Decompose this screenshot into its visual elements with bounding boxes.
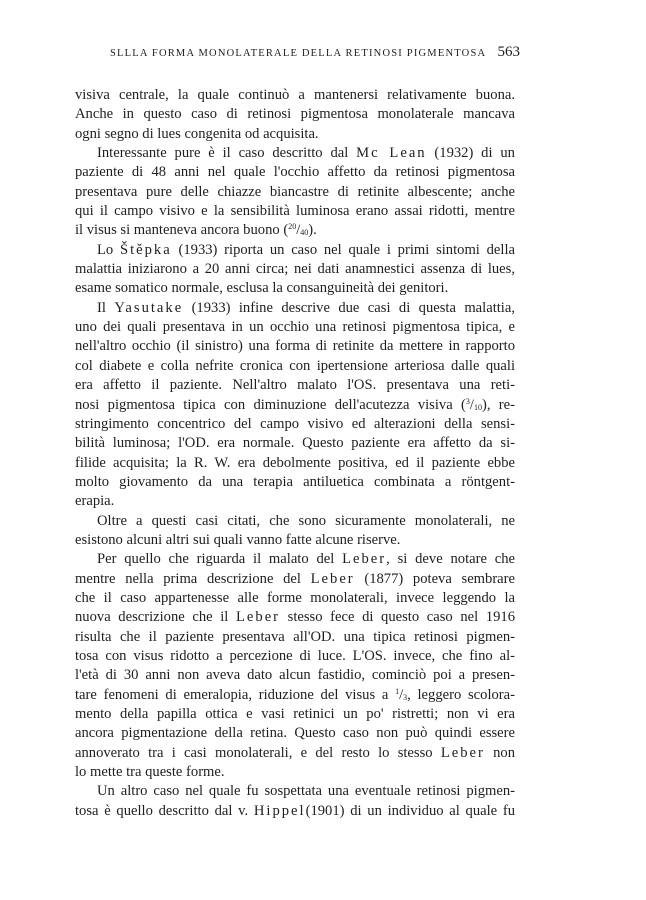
text-run: (1933) infine descrive due casi di questa malattia, xyxy=(183,299,515,316)
text-run: (1932) di un xyxy=(426,145,515,162)
text-line xyxy=(75,608,515,627)
text-line: erapia. xyxy=(75,493,115,510)
text-run: non xyxy=(484,744,515,761)
fraction-denominator: 40 xyxy=(300,228,309,238)
text-run: stesso fece di questo caso nel 1916 xyxy=(280,609,515,626)
text-line: Oltre a questi casi citati, che sono sicuramente monolaterali, ne xyxy=(97,512,515,529)
text-run: (1933) riporta un caso nel quale i primi sintomi della xyxy=(171,241,515,258)
text-line: tosa con visus ridotto a percezione di luce. L'OS. invece, che fino al- xyxy=(75,647,515,664)
text-run: Lo xyxy=(97,241,120,258)
text-run: tare fenomeni di emeralopia, riduzione del visus a xyxy=(75,686,396,703)
fraction-denominator: 3 xyxy=(403,692,408,702)
text-line xyxy=(75,802,515,821)
text-run: nosi pigmentosa tipica con diminuzione dell'acutezza visiva ( xyxy=(75,396,466,413)
text-run: , leggero scolora- xyxy=(407,686,515,703)
text-run: Interessante pure è il caso descritto dal xyxy=(97,145,357,162)
text-line: bilità luminosa; l'OD. era normale. Questo paziente era affetto da si- xyxy=(75,435,515,452)
text-line: presentava pure delle chiazze biancastre di retinite albescente; anche xyxy=(75,183,515,200)
body-text xyxy=(75,86,515,821)
text-line xyxy=(75,396,515,415)
fraction-slash: / xyxy=(469,396,474,413)
fraction-numerator: 3 xyxy=(465,396,470,406)
text-line: lo mette tra queste forme. xyxy=(75,764,225,781)
text-run: mentre nella prima descrizione del xyxy=(75,570,311,587)
text-line: esistono alcuni altri sui quali vanno fatte alcune riserve. xyxy=(75,531,401,548)
text-line: Un altro caso nel quale fu sospettata una eventuale retinosi pigmen- xyxy=(97,783,515,800)
text-line: malattia iniziarono a 20 anni circa; nei dati anamnestici assenza di lues, xyxy=(75,261,515,278)
author-name: Leber xyxy=(310,570,355,587)
text-line xyxy=(75,550,515,569)
text-run: ), re- xyxy=(481,396,515,413)
text-run: (1901) di un individuo al quale fu xyxy=(305,802,515,819)
text-line: qui il campo visivo e la sensibilità luminosa erano assai ridotti, mentre xyxy=(75,203,515,220)
author-name: Hippel xyxy=(253,802,306,819)
text-line: molto giovamento da una terapia antiluetica combinata a röntgent- xyxy=(75,473,515,490)
text-line xyxy=(75,570,515,589)
author-name: Mc Lean xyxy=(356,145,427,162)
text-line: filide acquisita; la R. W. era debolmente positiva, ed il paziente ebbe xyxy=(75,454,515,471)
text-run: il visus si manteneva ancora buono ( xyxy=(75,222,289,239)
fraction-denominator: 10 xyxy=(473,402,482,412)
running-title: SLLLA FORMA MONOLATERALE DELLA RETINOSI PIGMENTOSA xyxy=(110,48,487,59)
author-name: Leber xyxy=(342,551,387,568)
text-line: uno dei quali presentava in un occhio una retinosi pigmentosa tipica, e xyxy=(75,319,515,336)
running-header xyxy=(110,44,520,64)
author-name: Leber xyxy=(440,744,485,761)
text-line xyxy=(75,221,515,240)
text-line xyxy=(75,299,515,318)
text-line: mento della papilla ottica e vasi retinici un po' ristretti; non vi era xyxy=(75,706,515,722)
text-run: annoverato tra i casi monolaterali, e del resto lo stesso xyxy=(75,744,441,761)
fraction-numerator: 1 xyxy=(395,686,400,696)
text-line: ogni segno di lues congenita od acquisita. xyxy=(75,125,319,142)
text-line: risulta che il paziente presentava all'OD. una tipica retinosi pigmen- xyxy=(75,628,515,645)
text-run: tosa è quello descritto dal v. xyxy=(75,802,254,819)
text-run: Il xyxy=(97,299,115,316)
fraction-slash: / xyxy=(399,686,404,703)
text-line xyxy=(75,144,515,163)
page-number: 563 xyxy=(497,44,520,60)
text-line xyxy=(75,241,515,260)
text-line: paziente di 48 anni nel quale l'occhio affetto da retinosi pigmentosa xyxy=(75,164,515,181)
author-name: Štěpka xyxy=(119,241,172,258)
text-line: stringimento concentrico del campo visivo ed alterazioni della sensi- xyxy=(75,415,515,432)
text-line: col diabete e colla nefrite cronica con ipertensione arteriosa dalle quali xyxy=(75,357,515,374)
text-line: ancora pigmentazione della retina. Questo caso non può quindi essere xyxy=(75,725,515,742)
fraction-slash: / xyxy=(296,222,301,239)
text-line xyxy=(75,744,515,763)
text-line: che il caso appartenesse alle forme monolaterali, invece leggendo la xyxy=(75,589,515,606)
text-line: visiva centrale, la quale continuò a mantenersi relativamente buona. xyxy=(75,87,515,103)
text-line: l'età di 30 anni non aveva dato alcun fastidio, cominciò poi a presen- xyxy=(75,667,515,684)
text-run: Per quello che riguarda il malato del xyxy=(97,551,343,568)
text-line: Anche in questo caso di retinosi pigmentosa monolaterale mancava xyxy=(75,106,515,123)
text-run: nuova descrizione che il xyxy=(75,609,236,626)
text-line xyxy=(75,686,515,705)
text-run: ). xyxy=(308,222,317,239)
author-name: Leber xyxy=(236,609,281,626)
text-line: esame somatico normale, esclusa la consanguineità dei genitori. xyxy=(75,280,449,297)
text-run: (1877) poteva sembrare xyxy=(354,570,515,587)
text-run: , si deve notare che xyxy=(386,551,515,568)
text-line: era affetto il paziente. Nell'altro malato l'OS. presentava una reti- xyxy=(75,377,515,394)
fraction-numerator: 20 xyxy=(288,222,297,232)
text-line: nell'altro occhio (il sinistro) una forma di retinite da mettere in rapporto xyxy=(75,338,515,355)
author-name: Yasutake xyxy=(114,299,184,316)
